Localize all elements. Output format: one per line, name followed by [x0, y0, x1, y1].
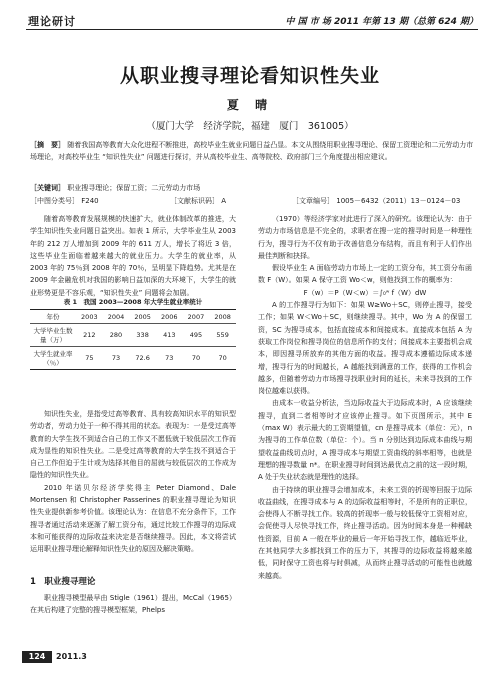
table-cell: 70 — [209, 347, 236, 370]
header-rule — [26, 29, 478, 30]
table-header-cell: 2007 — [183, 310, 210, 324]
paper-title: 从职业搜寻理论看知识性失业 — [119, 65, 380, 87]
table-header-cell: 年份 — [30, 310, 76, 324]
table-row — [30, 324, 236, 347]
issue-date: 2011.3 — [56, 652, 87, 661]
table-header-cell: 2008 — [209, 310, 236, 324]
article-number-value: 1005－6432（2011）13－0124－03 — [336, 197, 461, 205]
employment-table — [30, 309, 236, 370]
table-cell: 75 — [76, 347, 103, 370]
class-number-value: F240 — [81, 197, 99, 205]
paragraph: 由于持续的职业搜寻会增加成本，未来工资的折现等回报于边际收益曲线，在搜寻成本与 A 的边际收益相等时，不是所有的正职位，会使得人不断寻找工作。较高的折现率一般与较低保守工资相对应，会促使寻人尽快寻找工作，终止搜寻活动。因为时间本身是一种稀缺性资源，目前 A 一般在毕业的最后一年开始寻找工作，越临近毕业，在其他同学大多都找到工作的压力下，其搜寻的边际收益将越来越低，同时保守工资也将与时俱减，从而终止搜寻活动的可能性也就越来越高。 — [258, 485, 472, 580]
table-cell: 73 — [103, 347, 130, 370]
abstract-label: ［摘 要］ — [30, 141, 65, 149]
table-cell: 413 — [156, 324, 183, 347]
table-cell: 212 — [76, 324, 103, 347]
table-header-cell: 2005 — [129, 310, 156, 324]
table-cell: 280 — [103, 324, 130, 347]
keywords-text: 职业搜寻理论；保留工资；二元劳动力市场 — [67, 184, 201, 192]
table-cell: 70 — [183, 347, 210, 370]
author-name: 夏 晴 — [226, 98, 274, 112]
journal-section-label: 理论研讨 — [28, 15, 76, 28]
document-code-value: A — [221, 197, 227, 205]
keywords — [30, 183, 200, 193]
author-affiliation: （厦门大学 经济学院，福建 厦门 361005） — [146, 121, 354, 132]
article-number-label: ［文章编号］ — [292, 197, 334, 205]
paragraph: 随着高等教育发展规模的快速扩大，就业体制改革的推进，大学生知识性失业问题日益突出。如表 1 所示，大学毕业生从 2003 年的 212 万人增加到 2009 年的 611 万人，增长了将近 3 倍，这些毕业生面临着越来越大的就业压力。大学生的就业率，从 2003 年的 75％到 2008 年的 70％，呈明显下降趋势。尤其是在 2009 年金融危机对我国的影响日益加深的大环境下，大学生的就业形势更是不容乐观，“知识性失业” 问题将会加剧。 — [30, 215, 236, 297]
paragraph: 知识性失业，是指受过高等教育、具有较高知识水平的知识型劳动者，劳动力处于一种不得其用的状态。表现为：一是受过高等教育的大学生找不到适合自己的工作又不愿低就于较低层次工作而成为显性的知识性失业。二是受过高等教育的大学生找不到适合于自己工作但迫于生计或为选择其他目的屈就与较低层次的工作成为隐性的知识性失业。 — [30, 410, 236, 480]
table-row-label: 大学毕业生数量（万） — [30, 324, 76, 347]
abstract — [30, 139, 474, 163]
paragraph: 职业搜寻模型最早由 Stigle（1961）提出，McCal（1965）在其后构建了完整的搜寻模型框架，Phelps — [30, 594, 236, 615]
paragraph: 由成本一收益分析法，当边际收益大于边际成本时，A 应该继续搜寻，直到二者相等时才应该停止搜寻。如下页图所示，其中 E（max W）表示最大的工资期望值，cn 是搜寻成本（单位：元），n 为搜寻的工作单位数（单位：个）。当 n 分别达到边际成本曲线与期望收益曲线切点时，A 搜寻成本与期望工资曲线的斜率相等，也就是理想的搜寻数量 n*。在职业搜寻时间到达最优点之前的这一段时期，A 处于失业状态就是理性的选择。 — [258, 399, 472, 482]
document-code — [170, 196, 226, 206]
paragraph: （1970）等经济学家对此进行了深入的研究。该理论认为：由于劳动力市场信息是不完全的，求职者在搜一定的搜寻时间是一种理性行为，搜寻行为不仅有助于改善信息分布结构，而且有利于人们作出最佳判断和抉择。 — [258, 215, 472, 260]
paragraph: 假设毕业生 A 面临劳动力市场上一定的工资分布，其工资分布函数 F（W）。如果 A 保守工资 Wo＜w，则他找到工作的概率为： — [258, 264, 472, 285]
left-column-intro — [30, 213, 236, 299]
section-heading: 1 职业搜寻理论 — [30, 577, 96, 587]
table-cell: 72.6 — [129, 347, 156, 370]
class-number — [30, 196, 99, 206]
table-row-label: 大学生就业率（％） — [30, 347, 76, 370]
right-column — [258, 213, 472, 582]
class-number-label: ［中图分类号］ — [30, 197, 79, 205]
left-column-section-body — [30, 592, 236, 617]
paragraph: A 的工作搜寻行为如下：如果 W≥Wo＋SC，则停止搜寻，接受工作；如果 W＜Wo＋SC，则继续搜寻。其中，Wo 为 A 的保留工资，SC 为搜寻成本，包括直接成本和间接成本。直接成本包括 A 为获取工作岗位和搜寻岗位的信息所作的支付；间接成本主要指机会成本，即因搜寻所放弃的其他方面的收益。搜寻成本遵循边际成本递增，搜寻行为的时间越长，A 越能找到满意的工作，获得的工作机会越多，但随着劳动力市场搜寻找职业时间的延长，未来寻找到的工作岗位越难以获得。 — [258, 301, 472, 396]
table-cell: 73 — [156, 347, 183, 370]
table-cell: 495 — [183, 324, 210, 347]
formula: F（w）＝P（W＜w）＝∫₀ʷ f（W）dW — [303, 288, 427, 297]
abstract-text: 随着我国高等教育大众化进程不断推进，高校毕业生就业问题日益凸显。本文从围绕用职业搜寻理论、保留工资理论和二元劳动力市场理论，对高校毕业生 “知识性失业” 问题进行探讨，并从高校毕业生、高等院校、政府部门三个角度提出相应建议。 — [30, 141, 474, 161]
paragraph: 2010 年诺贝尔经济学奖得主 Peter Diamond、Dale Mortensen 和 Christopher Passerines 的职业搜寻理论为知识性失业提供新参考价值。该理论认为：在信息不充分条件下，工作搜寻者通过活动来逐渐了解工资分布，通过比较工作搜寻的边际成本和可能获得的边际收益来决定是否继续搜寻。因此，本文将尝试运用职业搜寻理论解释知识性失业的原因及解决策略。 — [30, 483, 236, 554]
left-column-body — [30, 408, 236, 556]
table-header-cell: 2006 — [156, 310, 183, 324]
table-row — [30, 347, 236, 370]
article-number — [292, 196, 460, 206]
table-cell: 338 — [129, 324, 156, 347]
journal-issue-info: 中 国 市 场 2011 年第 13 期（总第 624 期） — [285, 17, 478, 27]
document-code-label: ［文献标识码］ — [170, 197, 219, 205]
table-header-cell: 2004 — [103, 310, 130, 324]
table-caption: 表 1 我国 2003—2008 年大学生就业率统计 — [63, 298, 203, 306]
page-number: 124 — [22, 651, 52, 663]
table-header-row — [30, 310, 236, 324]
table-header-cell: 2003 — [76, 310, 103, 324]
table-cell: 559 — [209, 324, 236, 347]
keywords-label: ［关键词］ — [30, 184, 65, 192]
